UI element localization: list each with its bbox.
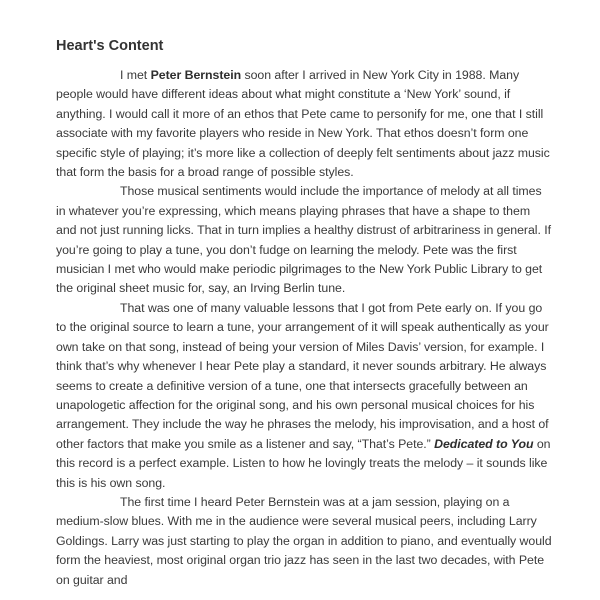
paragraph-3 xyxy=(56,299,552,493)
paragraph-1-pre: I met xyxy=(120,68,151,82)
musician-name: Peter Bernstein xyxy=(150,68,242,82)
paragraph-2: Those musical sentiments would include the importance of melody at all times in whatever you’re expressing, which means playing phrases that have a shape to them and not just running licks. That in turn implies a healthy distrust of arbitrariness in general. If you’re going to play a tune, you don’t fudge on learning the melody. Pete was the first musician I met who would make periodic pilgrimages to the New York Public Library to get the original sheet music for, say, an Irving Berlin tune. xyxy=(56,184,551,296)
song-title: Dedicated to You xyxy=(434,436,534,451)
paragraph-3-post: on this record is a perfect example. Listen to how he lovingly treats the melody – it sounds like this is his own song. xyxy=(56,436,551,490)
paragraph-1-post: soon after I arrived in New York City in 1988. Many people would have different ideas about what might constitute a ‘New York’ sound, if anything. I would call it more of an ethos that Pete came to personify for me, one that I still associate with my favorite players who reside in New York. That ethos doesn’t form one specific style of playing; it’s more like a collection of deeply felt sentiments about jazz music that form the basis for a broad range of possible styles. xyxy=(56,68,550,180)
document-title: Heart's Content xyxy=(56,38,164,54)
paragraph-1 xyxy=(56,66,552,182)
document-page xyxy=(56,36,552,590)
paragraph-3-pre: That was one of many valuable lessons that I got from Pete early on. If you go to the original source to learn a tune, your arrangement of it will speak authentically as your own take on that song, instead of being your version of Miles Davis’ version, for example. I think that’s why whenever I hear Pete play a standard, it never sounds arbitrary. He always seems to create a definitive version of a tune, one that intersects gracefully between an unapologetic affection for the original song, and his own personal musical choices for his arrangement. They include the way he phrases the melody, his improvisation, and a host of other factors that make you smile as a listener and say, “That’s Pete.” xyxy=(56,300,549,451)
paragraph-4: The first time I heard Peter Bernstein was at a jam session, playing on a medium-slow blues. With me in the audience were several musical peers, including Larry Goldings. Larry was just starting to play the organ in addition to piano, and eventually would form the heaviest, most original organ trio jazz has seen in the last two decades, with Pete on guitar and xyxy=(56,494,552,587)
